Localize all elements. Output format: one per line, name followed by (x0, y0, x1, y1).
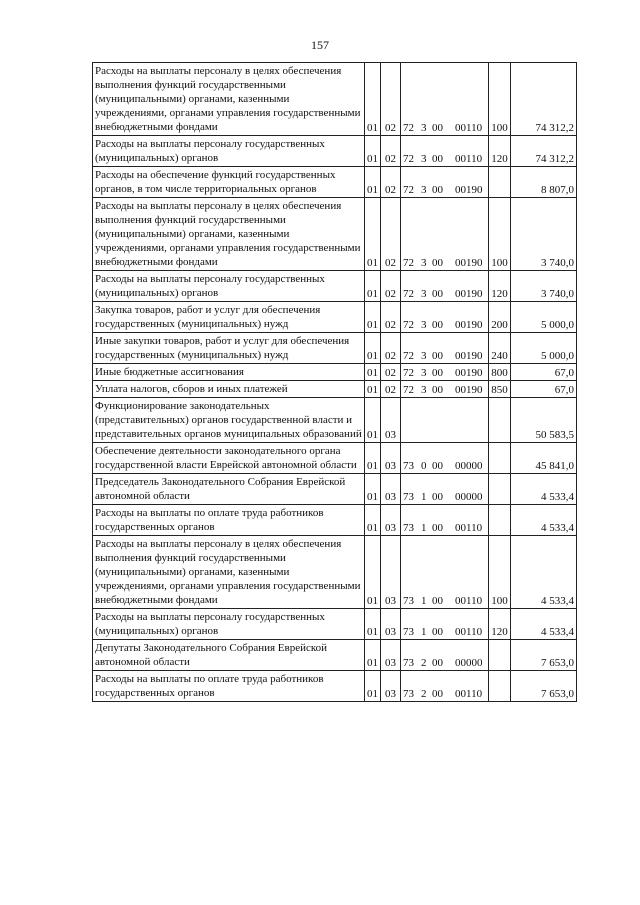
target-article-code-part: 3 (421, 153, 427, 165)
row-subsection-code: 02 (381, 198, 401, 271)
target-article-code-part: 00190 (455, 184, 483, 196)
table-row (93, 136, 577, 167)
row-subsection-code: 03 (381, 398, 401, 443)
table-row (93, 474, 577, 505)
target-article-code-part: 00190 (455, 350, 483, 362)
target-article-code-part: 00 (432, 688, 443, 700)
row-amount: 7 653,0 (511, 671, 577, 702)
target-article-code-part: 00 (432, 626, 443, 638)
row-amount: 67,0 (511, 381, 577, 398)
target-article-code-part: 72 (403, 153, 414, 165)
row-subsection-code: 03 (381, 443, 401, 474)
target-article-code-part: 1 (421, 595, 427, 607)
target-article-code-part: 72 (403, 367, 414, 379)
row-subsection-code: 02 (381, 381, 401, 398)
budget-table-body (93, 63, 577, 702)
target-article-code-part: 00110 (455, 522, 483, 534)
row-section-code: 01 (365, 271, 381, 302)
table-row (93, 302, 577, 333)
target-article-code-part: 3 (421, 122, 427, 134)
row-target-article-code (401, 271, 489, 302)
target-article-code-part: 00190 (455, 319, 483, 331)
row-target-article-code (401, 640, 489, 671)
row-name: Функционирование законодательных (представительных) органов государственной власти и представительных органов муниципальных образований (93, 398, 365, 443)
target-article-code-part: 00 (432, 657, 443, 669)
row-section-code: 01 (365, 167, 381, 198)
target-article-code-part: 73 (403, 657, 414, 669)
row-section-code: 01 (365, 398, 381, 443)
row-amount: 5 000,0 (511, 302, 577, 333)
row-expense-type-code (489, 671, 511, 702)
target-article-code-part: 00110 (455, 153, 483, 165)
row-amount: 4 533,4 (511, 536, 577, 609)
target-article-code-part: 1 (421, 522, 427, 534)
table-row (93, 381, 577, 398)
row-target-article-code (401, 474, 489, 505)
row-name: Расходы на обеспечение функций государственных органов, в том числе территориальных органов (93, 167, 365, 198)
row-expense-type-code (489, 167, 511, 198)
row-amount: 5 000,0 (511, 333, 577, 364)
target-article-code-part: 3 (421, 384, 427, 396)
row-expense-type-code (489, 398, 511, 443)
table-row (93, 443, 577, 474)
target-article-code-part: 00000 (455, 491, 483, 503)
target-article-code-part: 72 (403, 350, 414, 362)
target-article-code-part: 00000 (455, 460, 483, 472)
row-amount: 7 653,0 (511, 640, 577, 671)
target-article-code-part: 00 (432, 522, 443, 534)
row-section-code: 01 (365, 536, 381, 609)
row-subsection-code: 02 (381, 271, 401, 302)
row-name: Депутаты Законодательного Собрания Еврейской автономной области (93, 640, 365, 671)
table-row (93, 63, 577, 136)
row-expense-type-code (489, 474, 511, 505)
target-article-code-part: 72 (403, 384, 414, 396)
target-article-code-part: 00000 (455, 657, 483, 669)
row-subsection-code: 03 (381, 474, 401, 505)
row-subsection-code: 03 (381, 536, 401, 609)
row-expense-type-code: 120 (489, 609, 511, 640)
table-row (93, 536, 577, 609)
row-expense-type-code: 100 (489, 536, 511, 609)
row-expense-type-code (489, 640, 511, 671)
target-article-code-part: 72 (403, 122, 414, 134)
row-section-code: 01 (365, 671, 381, 702)
row-amount: 3 740,0 (511, 198, 577, 271)
row-name: Иные бюджетные ассигнования (93, 364, 365, 381)
target-article-code-part: 3 (421, 367, 427, 379)
target-article-code-part: 3 (421, 184, 427, 196)
target-article-code-part: 00 (432, 184, 443, 196)
row-amount: 74 312,2 (511, 136, 577, 167)
target-article-code-part: 0 (421, 460, 427, 472)
row-section-code: 01 (365, 302, 381, 333)
row-section-code: 01 (365, 443, 381, 474)
table-row (93, 609, 577, 640)
table-row (93, 167, 577, 198)
row-target-article-code (401, 671, 489, 702)
row-target-article-code (401, 505, 489, 536)
target-article-code-part: 72 (403, 184, 414, 196)
row-name: Расходы на выплаты персоналу государственных (муниципальных) органов (93, 609, 365, 640)
target-article-code-part: 2 (421, 657, 427, 669)
target-article-code-part: 73 (403, 491, 414, 503)
row-amount: 3 740,0 (511, 271, 577, 302)
row-section-code: 01 (365, 609, 381, 640)
row-amount: 50 583,5 (511, 398, 577, 443)
row-target-article-code (401, 609, 489, 640)
table-row (93, 364, 577, 381)
target-article-code-part: 00 (432, 350, 443, 362)
row-expense-type-code: 850 (489, 381, 511, 398)
row-target-article-code (401, 364, 489, 381)
row-target-article-code (401, 381, 489, 398)
target-article-code-part: 73 (403, 522, 414, 534)
row-target-article-code (401, 398, 489, 443)
target-article-code-part: 00 (432, 367, 443, 379)
budget-table (92, 62, 577, 702)
row-name: Уплата налогов, сборов и иных платежей (93, 381, 365, 398)
row-section-code: 01 (365, 474, 381, 505)
row-expense-type-code: 200 (489, 302, 511, 333)
target-article-code-part: 00110 (455, 688, 483, 700)
row-section-code: 01 (365, 333, 381, 364)
row-name: Председатель Законодательного Собрания Еврейской автономной области (93, 474, 365, 505)
target-article-code-part: 1 (421, 626, 427, 638)
target-article-code-part: 72 (403, 319, 414, 331)
page-number: 157 (311, 38, 329, 52)
target-article-code-part: 72 (403, 288, 414, 300)
row-target-article-code (401, 198, 489, 271)
table-row (93, 505, 577, 536)
row-subsection-code: 03 (381, 640, 401, 671)
target-article-code-part: 00 (432, 319, 443, 331)
row-subsection-code: 03 (381, 609, 401, 640)
row-subsection-code: 03 (381, 505, 401, 536)
row-expense-type-code: 100 (489, 198, 511, 271)
row-target-article-code (401, 333, 489, 364)
row-target-article-code (401, 63, 489, 136)
target-article-code-part: 00 (432, 288, 443, 300)
row-expense-type-code: 100 (489, 63, 511, 136)
row-expense-type-code: 240 (489, 333, 511, 364)
target-article-code-part: 73 (403, 460, 414, 472)
row-amount: 74 312,2 (511, 63, 577, 136)
row-section-code: 01 (365, 505, 381, 536)
row-name: Расходы на выплаты персоналу государственных (муниципальных) органов (93, 136, 365, 167)
row-name: Расходы на выплаты персоналу государственных (муниципальных) органов (93, 271, 365, 302)
row-subsection-code: 02 (381, 364, 401, 381)
row-subsection-code: 02 (381, 136, 401, 167)
row-name: Закупка товаров, работ и услуг для обеспечения государственных (муниципальных) нужд (93, 302, 365, 333)
row-section-code: 01 (365, 198, 381, 271)
row-subsection-code: 02 (381, 302, 401, 333)
row-name: Расходы на выплаты персоналу в целях обеспечения выполнения функций государственными (муниципальными) органами, казенными учреждениями, органами управления государственными внебюджетными фондами (93, 63, 365, 136)
row-subsection-code: 02 (381, 333, 401, 364)
target-article-code-part: 00190 (455, 367, 483, 379)
row-target-article-code (401, 167, 489, 198)
target-article-code-part: 1 (421, 491, 427, 503)
target-article-code-part: 73 (403, 688, 414, 700)
row-amount: 8 807,0 (511, 167, 577, 198)
row-expense-type-code (489, 443, 511, 474)
target-article-code-part: 00190 (455, 257, 483, 269)
table-row (93, 271, 577, 302)
row-section-code: 01 (365, 381, 381, 398)
row-amount: 4 533,4 (511, 609, 577, 640)
table-row (93, 398, 577, 443)
target-article-code-part: 00 (432, 384, 443, 396)
target-article-code-part: 00190 (455, 288, 483, 300)
row-section-code: 01 (365, 136, 381, 167)
target-article-code-part: 73 (403, 626, 414, 638)
target-article-code-part: 73 (403, 595, 414, 607)
target-article-code-part: 3 (421, 257, 427, 269)
row-subsection-code: 03 (381, 671, 401, 702)
target-article-code-part: 00 (432, 153, 443, 165)
row-section-code: 01 (365, 63, 381, 136)
row-target-article-code (401, 302, 489, 333)
table-row (93, 671, 577, 702)
row-name: Расходы на выплаты по оплате труда работников государственных органов (93, 671, 365, 702)
row-expense-type-code: 800 (489, 364, 511, 381)
target-article-code-part: 2 (421, 688, 427, 700)
target-article-code-part: 3 (421, 350, 427, 362)
row-section-code: 01 (365, 640, 381, 671)
table-row (93, 198, 577, 271)
target-article-code-part: 00 (432, 595, 443, 607)
target-article-code-part: 00110 (455, 626, 483, 638)
table-row (93, 640, 577, 671)
row-name: Обеспечение деятельности законодательного органа государственной власти Еврейской автономной области (93, 443, 365, 474)
target-article-code-part: 00110 (455, 122, 483, 134)
row-name: Расходы на выплаты персоналу в целях обеспечения выполнения функций государственными (муниципальными) органами, казенными учреждениями, органами управления государственными внебюджетными фондами (93, 536, 365, 609)
target-article-code-part: 00 (432, 257, 443, 269)
table-row (93, 333, 577, 364)
row-amount: 45 841,0 (511, 443, 577, 474)
row-expense-type-code: 120 (489, 271, 511, 302)
row-subsection-code: 02 (381, 63, 401, 136)
row-name: Иные закупки товаров, работ и услуг для обеспечения государственных (муниципальных) нужд (93, 333, 365, 364)
row-subsection-code: 02 (381, 167, 401, 198)
target-article-code-part: 72 (403, 257, 414, 269)
row-target-article-code (401, 536, 489, 609)
row-target-article-code (401, 136, 489, 167)
target-article-code-part: 3 (421, 319, 427, 331)
target-article-code-part: 00110 (455, 595, 483, 607)
row-expense-type-code (489, 505, 511, 536)
target-article-code-part: 00 (432, 491, 443, 503)
row-amount: 4 533,4 (511, 505, 577, 536)
target-article-code-part: 00 (432, 460, 443, 472)
row-amount: 67,0 (511, 364, 577, 381)
target-article-code-part: 00 (432, 122, 443, 134)
target-article-code-part: 3 (421, 288, 427, 300)
row-expense-type-code: 120 (489, 136, 511, 167)
target-article-code-part: 00190 (455, 384, 483, 396)
row-name: Расходы на выплаты персоналу в целях обеспечения выполнения функций государственными (муниципальными) органами, казенными учреждениями, органами управления государственными внебюджетными фондами (93, 198, 365, 271)
row-target-article-code (401, 443, 489, 474)
row-amount: 4 533,4 (511, 474, 577, 505)
row-name: Расходы на выплаты по оплате труда работников государственных органов (93, 505, 365, 536)
row-section-code: 01 (365, 364, 381, 381)
